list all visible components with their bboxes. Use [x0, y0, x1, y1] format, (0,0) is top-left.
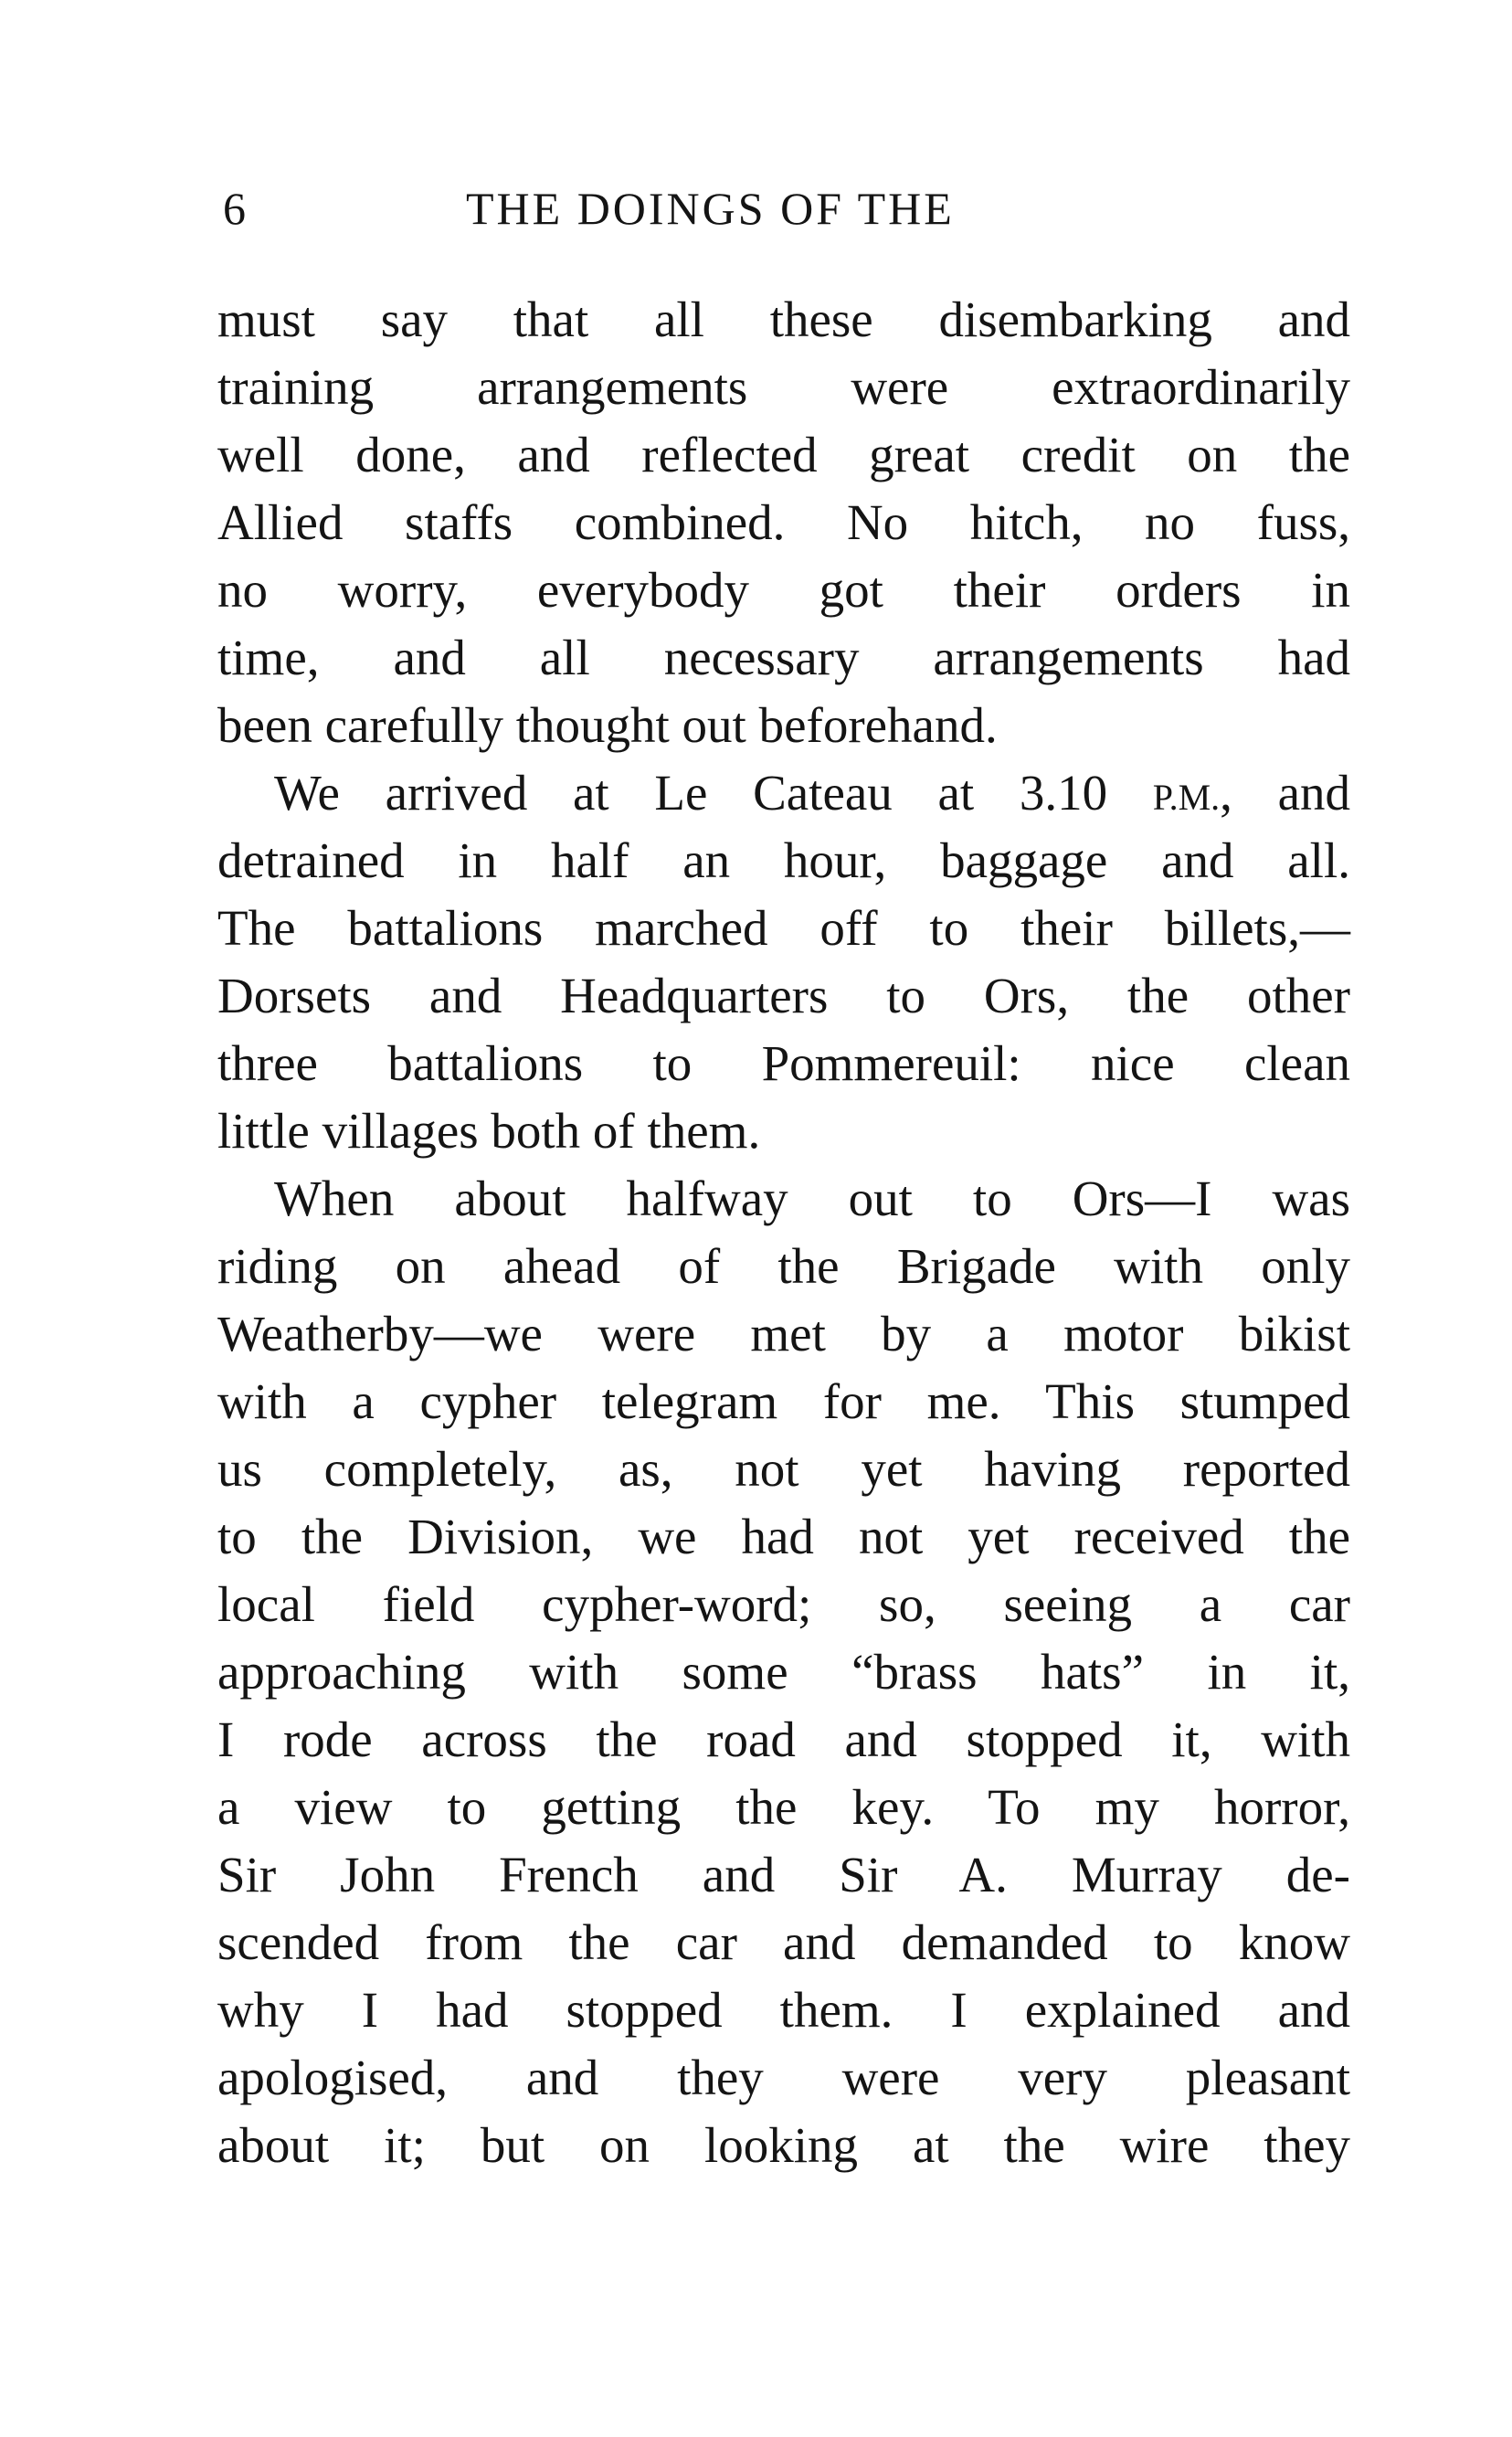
- text-line: with a cypher telegram for me. This stumped: [217, 1373, 1350, 1429]
- text-segment: We arrived at Le Cateau at 3.10: [274, 765, 1108, 821]
- text-line: Dorsets and Headquarters to Ors, the other: [217, 968, 1350, 1023]
- text-line: been carefully thought out beforehand.: [217, 697, 998, 753]
- text-line: local field cypher-word; so, seeing a car: [217, 1576, 1350, 1632]
- small-caps-time: P.M.: [1152, 777, 1221, 818]
- text-line: apologised, and they were very pleasant: [217, 2050, 1350, 2105]
- text-line: training arrangements were extraordinarily: [217, 359, 1350, 415]
- text-line: little villages both of them.: [217, 1103, 761, 1159]
- text-line: I rode across the road and stopped it, with: [217, 1711, 1350, 1767]
- text-line: scended from the car and demanded to know: [217, 1914, 1350, 1970]
- running-head: [217, 176, 1350, 240]
- text-line: us completely, as, not yet having reported: [217, 1441, 1350, 1497]
- text-line: Allied staffs combined. No hitch, no fuss,: [217, 494, 1350, 550]
- text-segment: , and: [1220, 765, 1350, 821]
- text-line: to the Division, we had not yet received the: [217, 1509, 1350, 1564]
- text-line: must say that all these disembarking and: [217, 291, 1350, 347]
- text-line: three battalions to Pommereuil: nice clean: [217, 1035, 1350, 1091]
- text-line: why I had stopped them. I explained and: [217, 1982, 1350, 2038]
- text-line: time, and all necessary arrangements had: [217, 630, 1350, 685]
- text-line: approaching with some “brass hats” in it,: [217, 1644, 1350, 1700]
- text-line: a view to getting the key. To my horror,: [217, 1779, 1350, 1835]
- text-line: Sir John French and Sir A. Murray de-: [217, 1847, 1350, 1902]
- page-number: 6: [223, 183, 247, 234]
- text-line: When about halfway out to Ors—I was: [274, 1171, 1350, 1226]
- text-line: Weatherby—we were met by a motor bikist: [217, 1306, 1350, 1362]
- text-line: no worry, everybody got their orders in: [217, 562, 1350, 618]
- text-line: about it; but on looking at the wire they: [217, 2117, 1350, 2173]
- text-line: The battalions marched off to their billets,—: [217, 900, 1350, 956]
- text-line: well done, and reflected great credit on the: [217, 427, 1350, 482]
- text-line: riding on ahead of the Brigade with only: [217, 1238, 1350, 1294]
- text-line: [217, 759, 1350, 827]
- text-line: detrained in half an hour, baggage and all.: [217, 832, 1350, 888]
- body-text: [217, 286, 1350, 2179]
- running-title: THE DOINGS OF THE: [466, 183, 955, 234]
